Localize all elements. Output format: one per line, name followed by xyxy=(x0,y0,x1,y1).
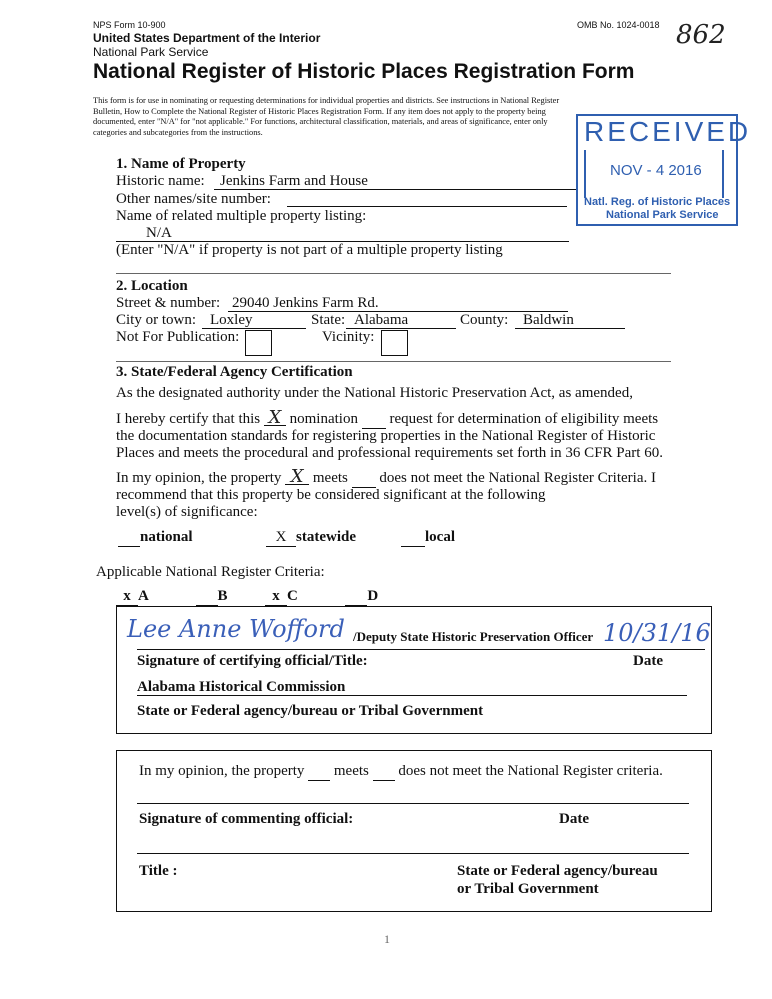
commenting-signature-label: Signature of commenting official: xyxy=(139,811,354,827)
criterion-b: B xyxy=(217,588,228,604)
intro-paragraph xyxy=(93,96,559,138)
vicinity-label: Vicinity: xyxy=(322,329,375,345)
intro-line-4: categories and subcategories from the instructions. xyxy=(93,127,263,137)
commenting-signature-line xyxy=(137,803,689,804)
level-local xyxy=(401,529,455,547)
intro-line-3: documented, enter "N/A" for "not applicable." For functions, architectural classification, materials, and areas of significance, enter only xyxy=(93,117,548,126)
signature-label: Signature of certifying official/Title: xyxy=(137,653,368,669)
request-blank xyxy=(362,411,386,429)
county-underline xyxy=(515,328,625,329)
not-for-publication-label: Not For Publication: xyxy=(116,329,240,345)
certify-line-2: the documentation standards for registering properties in the National Register of Historic xyxy=(116,428,656,444)
criterion-d: D xyxy=(367,588,379,604)
meets-mark: X xyxy=(285,470,309,485)
date-label: Date xyxy=(633,653,663,669)
street-value: 29040 Jenkins Farm Rd. xyxy=(232,295,379,311)
commenting-opinion-b: meets xyxy=(333,763,369,779)
related-listing-value: N/A xyxy=(146,225,172,241)
page-number: 1 xyxy=(384,932,390,946)
intro-line-2: Bulletin, How to Complete the National Register of Historic Places Registration Form. If any item does not apply to the property being xyxy=(93,106,546,116)
does-not-meet-blank xyxy=(352,470,376,488)
opinion-line-1 xyxy=(116,466,656,488)
certify-text-a: I hereby certify that this xyxy=(116,411,261,427)
opinion-text-b: meets xyxy=(312,470,348,486)
criterion-c: C xyxy=(287,588,298,604)
historic-name-label: Historic name: xyxy=(116,173,205,189)
form-title: National Register of Historic Places Registration Form xyxy=(93,60,635,83)
certification-box xyxy=(116,606,712,734)
agency-underline xyxy=(137,695,687,696)
level-local-label: local xyxy=(425,529,455,545)
certify-line-1 xyxy=(116,407,659,429)
level-statewide xyxy=(266,529,356,547)
stamp-received: RECEIVED xyxy=(584,116,752,147)
certify-line-3: Places and meets the procedural and professional requirements set forth in 36 CFR Part 60. xyxy=(116,445,663,461)
official-signature: Lee Anne Wofford xyxy=(127,615,345,643)
commenting-opinion-a: In my opinion, the property xyxy=(139,763,305,779)
commenting-box xyxy=(116,750,712,912)
stamp-date: NOV - 4 2016 xyxy=(610,162,702,179)
certify-text-c: request for determination of eligibility meets xyxy=(389,411,659,427)
state-label: State: xyxy=(311,312,346,328)
city-value: Loxley xyxy=(210,312,253,328)
historic-name-value: Jenkins Farm and House xyxy=(220,173,368,189)
statewide-mark: X xyxy=(266,529,296,547)
commenting-agency-line-2: or Tribal Government xyxy=(457,881,599,897)
opinion-text-c: does not meet the National Register Criteria. I xyxy=(379,470,656,486)
section-divider-2 xyxy=(116,361,671,362)
level-statewide-label: statewide xyxy=(296,529,356,545)
level-national-label: national xyxy=(140,529,193,545)
city-label: City or town: xyxy=(116,312,197,328)
commenting-opinion-c: does not meet the National Register criteria. xyxy=(398,763,663,779)
stamp-line-1: Natl. Reg. of Historic Places xyxy=(584,196,731,208)
criterion-a-mark: x xyxy=(116,588,138,606)
certification-date: 10/31/16 xyxy=(603,619,711,647)
level-national xyxy=(118,529,193,547)
not-for-publication-checkbox[interactable] xyxy=(245,330,272,356)
agency-value: Alabama Historical Commission xyxy=(137,679,346,695)
received-stamp xyxy=(576,114,752,226)
commenting-date-label: Date xyxy=(559,811,589,827)
commenting-agency-line-1: State or Federal agency/bureau xyxy=(457,863,658,879)
authority-statement: As the designated authority under the National Historic Preservation Act, as amended, xyxy=(116,385,633,401)
state-value: Alabama xyxy=(354,312,409,328)
service-name: National Park Service xyxy=(93,45,209,59)
section-1-heading: 1. Name of Property xyxy=(116,156,246,172)
agency-label: State or Federal agency/bureau or Tribal Government xyxy=(137,703,484,719)
commenting-title-line xyxy=(137,853,689,854)
related-listing-note: (Enter "N/A" if property is not part of a multiple property listing xyxy=(116,242,503,258)
vicinity-checkbox[interactable] xyxy=(381,330,408,356)
commenting-opinion xyxy=(139,763,663,781)
intro-line-1: This form is for use in nominating or requesting determinations for individual properties and districts. See instructions in National Register xyxy=(93,96,560,105)
commenting-title-label: Title : xyxy=(139,863,178,879)
criterion-c-mark: x xyxy=(265,588,287,606)
signature-underline xyxy=(137,649,705,650)
criteria-label: Applicable National Register Criteria: xyxy=(96,564,325,580)
section-divider-1 xyxy=(116,273,671,274)
opinion-line-2: recommend that this property be considered significant at the following xyxy=(116,487,546,503)
opinion-line-3: level(s) of significance: xyxy=(116,504,258,520)
section-3-heading: 3. State/Federal Agency Certification xyxy=(116,364,353,380)
section-2-heading: 2. Location xyxy=(116,278,188,294)
omb-number: OMB No. 1024-0018 xyxy=(577,20,660,30)
criterion-a: A xyxy=(138,588,149,604)
criteria-row xyxy=(116,588,378,606)
stamp-line-2: National Park Service xyxy=(606,209,719,221)
certify-text-b: nomination xyxy=(289,411,358,427)
street-label: Street & number: xyxy=(116,295,221,311)
nomination-mark: X xyxy=(264,411,286,426)
other-names-label: Other names/site number: xyxy=(116,191,271,207)
handwritten-number: 862 xyxy=(676,20,726,50)
department-name: United States Department of the Interior xyxy=(93,31,321,45)
other-names-underline xyxy=(287,206,567,207)
related-listing-label: Name of related multiple property listing: xyxy=(116,208,367,224)
county-label: County: xyxy=(460,312,509,328)
form-number: NPS Form 10-900 xyxy=(93,20,166,30)
official-title: /Deputy State Historic Preservation Officer xyxy=(353,629,594,644)
opinion-text-a: In my opinion, the property xyxy=(116,470,282,486)
historic-name-underline xyxy=(214,189,576,190)
county-value: Baldwin xyxy=(523,312,574,328)
